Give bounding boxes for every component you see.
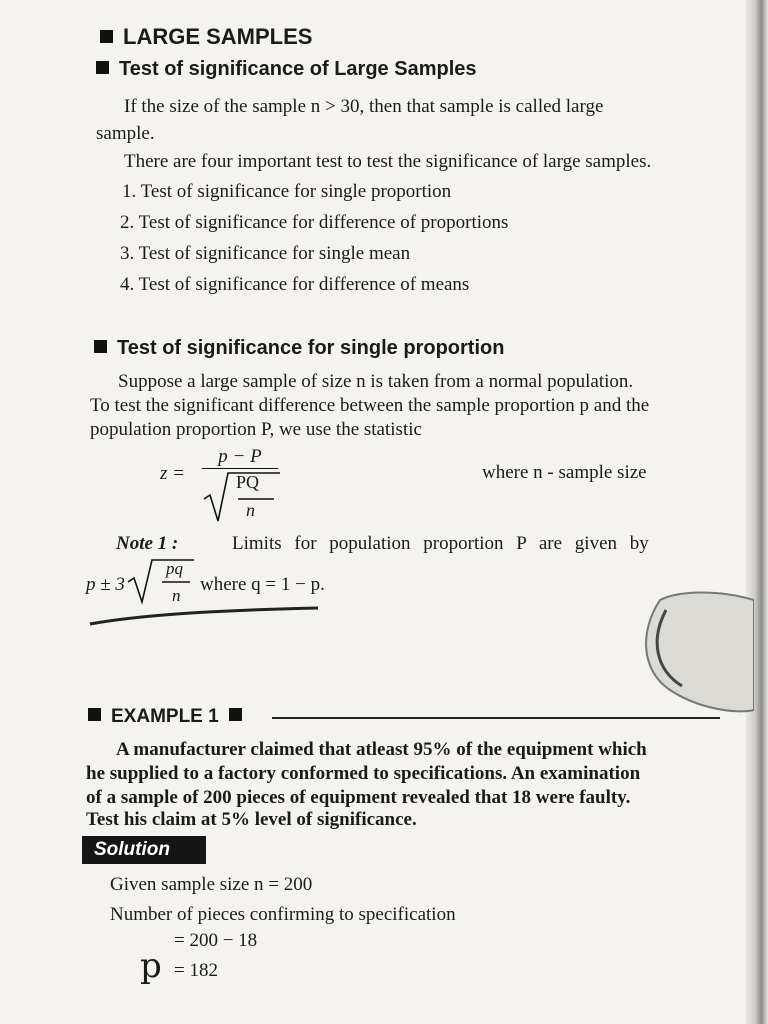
formula-lhs: z =	[160, 463, 185, 484]
limit-suffix: where q = 1 − p.	[200, 574, 325, 595]
solution-line-4: = 182	[174, 960, 218, 981]
formula-fraction	[202, 446, 278, 529]
test-item-2: 2. Test of significance for difference of proportions	[120, 212, 509, 233]
formula-inner-num: PQ	[236, 472, 260, 492]
example-line-1: A manufacturer claimed that atleast 95% of the equipment which	[116, 739, 647, 760]
square-bullet-icon	[100, 30, 113, 43]
limit-den: n	[172, 586, 181, 605]
handwritten-p: p	[140, 946, 162, 986]
solution-line-3: = 200 − 18	[174, 930, 258, 951]
example-line-3: of a sample of 200 pieces of equipment revealed that 18 were faulty.	[86, 787, 631, 808]
para-line-2: To test the significant difference between the sample proportion p and the	[90, 395, 650, 416]
example-heading-text: EXAMPLE 1	[111, 706, 219, 727]
solution-line-2: Number of pieces confirming to specification	[110, 904, 456, 925]
para-line-1: Suppose a large sample of size n is taken from a normal population.	[118, 371, 634, 392]
four-tests-intro: There are four important test to test the significance of large samples.	[124, 151, 652, 172]
formula-where: where n - sample size	[482, 462, 647, 483]
heading-text: LARGE SAMPLES	[123, 24, 313, 49]
limit-sqrt-icon	[126, 556, 198, 606]
formula-numerator: p − P	[202, 446, 278, 469]
intro-line-1: If the size of the sample n > 30, then that sample is called large	[124, 96, 604, 117]
test-item-4: 4. Test of significance for difference of means	[120, 274, 470, 295]
example-heading	[88, 706, 242, 728]
square-bullet-icon	[96, 61, 109, 74]
limit-prefix: p ± 3	[86, 574, 125, 595]
limit-num: pq	[166, 559, 183, 578]
solution-label: Solution	[82, 836, 206, 864]
heading-text: Test of significance for single proportion	[117, 337, 505, 359]
square-bullet-icon	[94, 340, 107, 353]
test-item-3: 3. Test of significance for single mean	[120, 243, 411, 264]
heading-large-samples	[100, 24, 312, 50]
page-shadow-edge	[746, 0, 768, 1024]
square-bullet-icon	[88, 708, 101, 721]
intro-line-2: sample.	[96, 123, 155, 144]
example-line-4: Test his claim at 5% level of significance.	[86, 809, 417, 830]
heading-text: Test of significance of Large Samples	[119, 58, 477, 80]
square-bullet-icon	[229, 708, 242, 721]
formula-inner-den: n	[246, 500, 255, 520]
handwritten-underline-icon	[86, 600, 326, 630]
example-line-2: he supplied to a factory conformed to specifications. An examination	[86, 763, 641, 784]
solution-line-1: Given sample size n = 200	[110, 874, 313, 895]
note-label: Note 1 :	[116, 533, 179, 554]
heading-test-large-samples	[96, 58, 477, 81]
para-line-3: population proportion P, we use the statistic	[90, 419, 422, 440]
thumb-shadow-icon	[630, 590, 754, 720]
test-item-1: 1. Test of significance for single proportion	[122, 181, 452, 202]
note-text: Limits for population proportion P are given by	[232, 533, 649, 554]
heading-single-proportion	[94, 337, 504, 360]
example-rule	[272, 717, 720, 719]
